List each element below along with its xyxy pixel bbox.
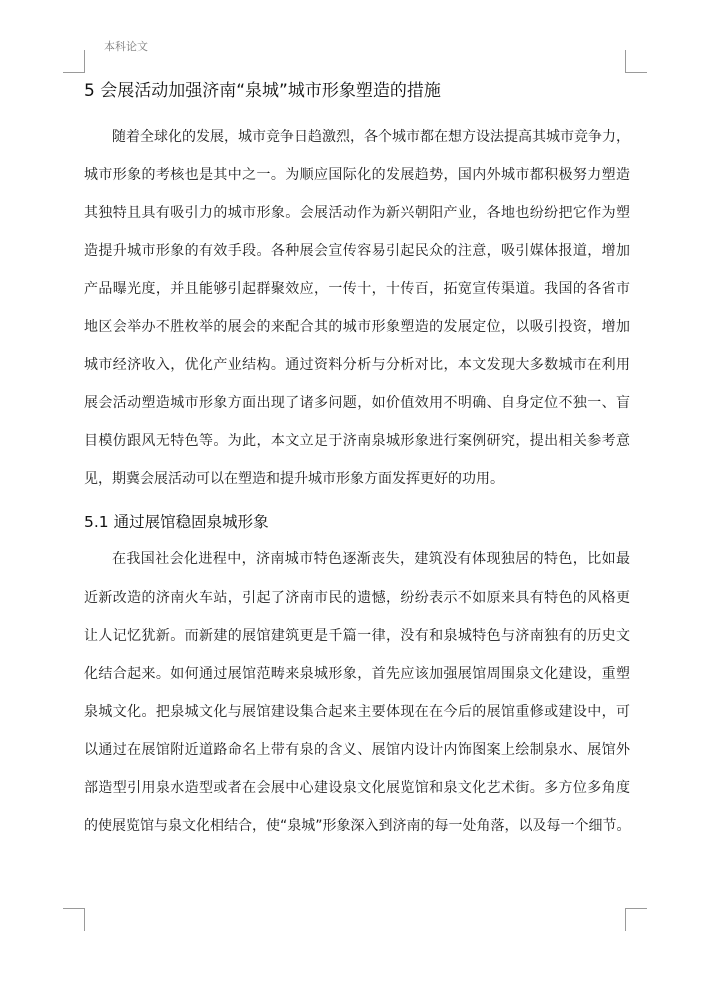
crop-mark-bottom-right-vertical [625,908,626,931]
paragraph-line: 目模仿跟风无特色等。为此，本文立足于济南泉城形象进行案例研究，提出相关参考意 [84,433,630,449]
paragraph-line: 在我国社会化进程中，济南城市特色逐渐丧失，建筑没有体现独居的特色，比如最 [112,551,630,567]
paragraph-line: 的使展览馆与泉文化相结合，使“泉城”形象深入到济南的每一处角落，以及每一个细节。 [84,818,631,834]
paragraph-line: 随着全球化的发展，城市竞争日趋激烈，各个城市都在想方设法提高其城市竞争力， [112,129,630,145]
paragraph-line: 地区会举办不胜枚举的展会的来配合其的城市形象塑造的发展定位，以吸引投资，增加 [84,319,630,335]
crop-mark-top-left-vertical [84,50,85,73]
crop-mark-top-left-horizontal [63,72,85,73]
paragraph-line: 城市经济收入，优化产业结构。通过资料分析与分析对比，本文发现大多数城市在利用 [84,357,630,373]
crop-mark-top-right-horizontal [625,72,647,73]
crop-mark-bottom-left-vertical [84,908,85,931]
paragraph-line: 化结合起来。如何通过展馆范畴来泉城形象，首先应该加强展馆周围泉文化建设，重塑 [84,666,630,682]
paragraph-line: 以通过在展馆附近道路命名上带有泉的含义、展馆内设计内饰图案上绘制泉水、展馆外 [84,742,630,758]
paragraph-line: 部造型引用泉水造型或者在会展中心建设泉文化展览馆和泉文化艺术街。多方位多角度 [84,780,630,796]
crop-mark-bottom-right-horizontal [625,908,647,909]
crop-mark-bottom-left-horizontal [63,908,85,909]
paragraph-line: 造提升城市形象的有效手段。各种展会宣传容易引起民众的注意，吸引媒体报道，增加 [84,243,630,259]
paragraph-line: 泉城文化。把泉城文化与展馆建设集合起来主要体现在在今后的展馆重修或建设中，可 [84,704,630,720]
crop-mark-top-right-vertical [625,50,626,73]
paragraph-line: 近新改造的济南火车站，引起了济南市民的遗憾，纷纷表示不如原来具有特色的风格更 [84,590,630,606]
paragraph-line: 产品曝光度，并且能够引起群聚效应，一传十，十传百，拓宽宣传渠道。我国的各省市 [84,281,630,297]
page-header-label: 本科论文 [104,40,148,53]
paragraph-line: 城市形象的考核也是其中之一。为顺应国际化的发展趋势，国内外城市都积极努力塑造 [84,167,630,183]
section-heading: 5 会展活动加强济南“泉城”城市形象塑造的措施 [84,81,441,101]
paragraph-line: 展会活动塑造城市形象方面出现了诸多问题，如价值效用不明确、自身定位不独一、盲 [84,395,630,411]
paragraph-line: 其独特且具有吸引力的城市形象。会展活动作为新兴朝阳产业，各地也纷纷把它作为塑 [84,205,630,221]
paragraph-line: 见，期冀会展活动可以在塑造和提升城市形象方面发挥更好的功用。 [84,471,504,487]
paragraph-line: 让人记忆犹新。而新建的展馆建筑更是千篇一律，没有和泉城特色与济南独有的历史文 [84,628,630,644]
subsection-heading: 5.1 通过展馆稳固泉城形象 [84,513,269,531]
